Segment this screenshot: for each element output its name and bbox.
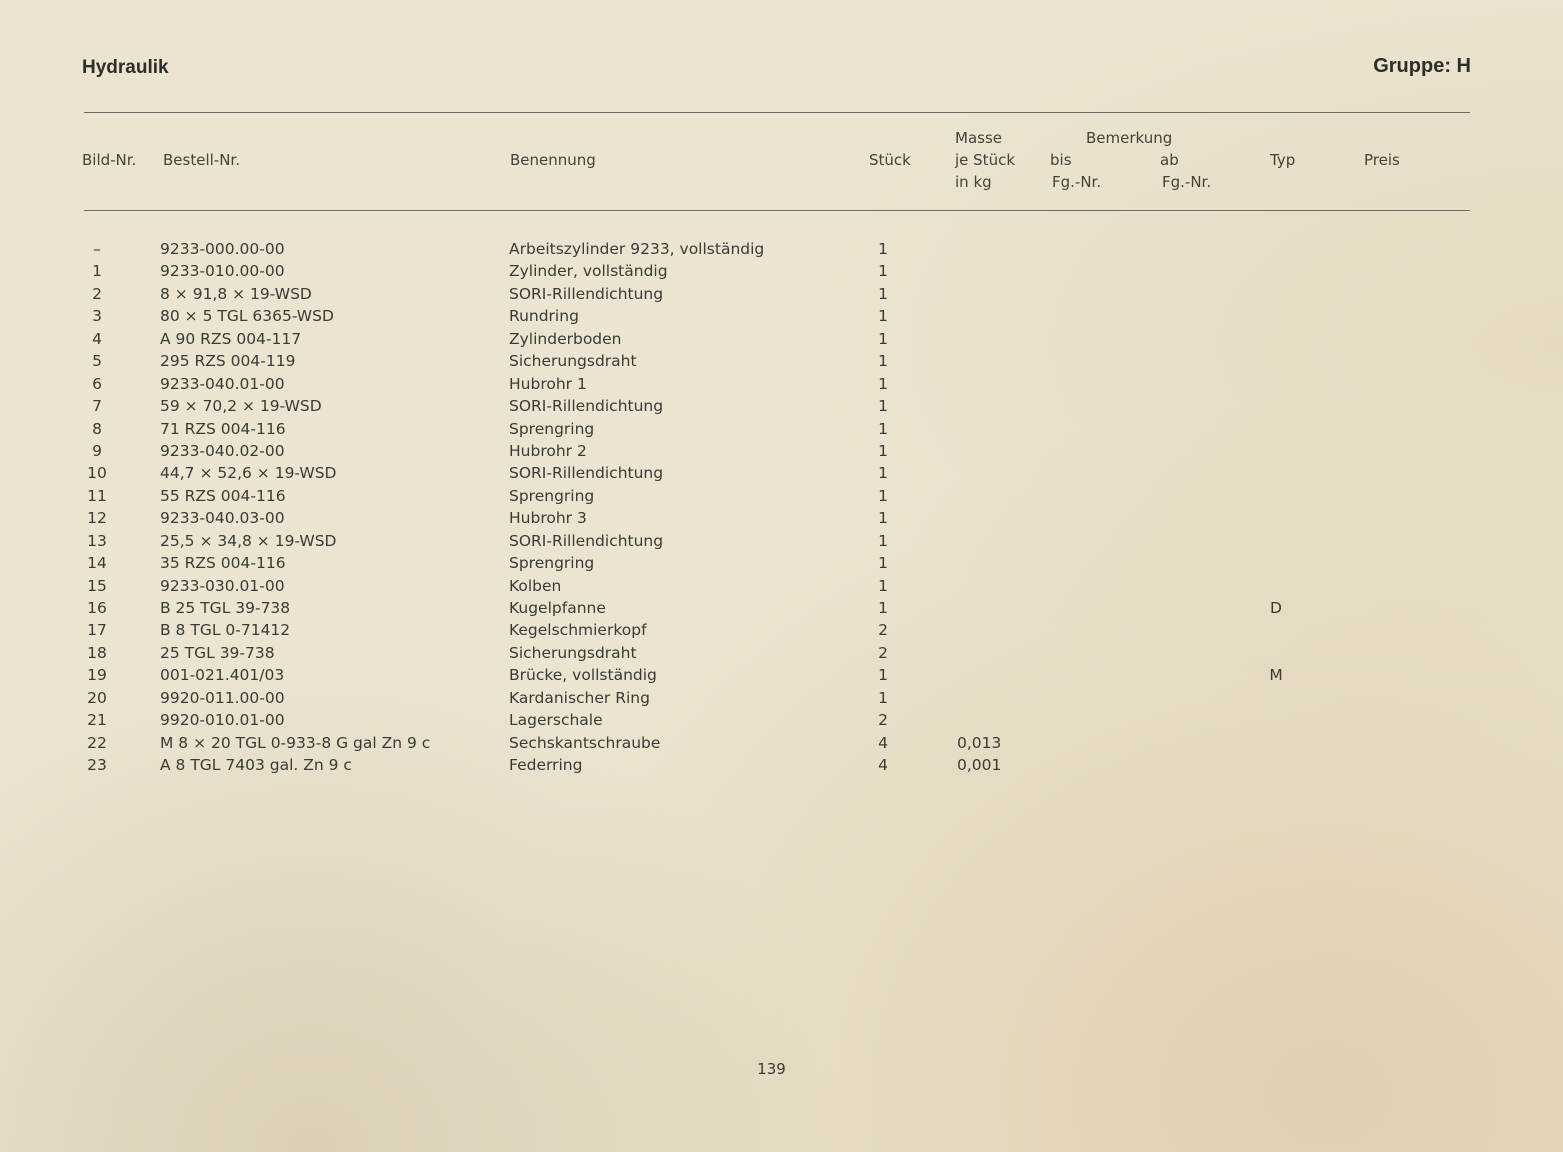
col-bild-nr: Bild-Nr.: [82, 151, 137, 169]
table-row: [0, 462, 1563, 484]
benennung-cell: Kardanischer Ring: [509, 688, 650, 707]
benennung-cell: Hubrohr 3: [509, 509, 587, 528]
bild-nr-cell: 10: [87, 464, 107, 483]
bild-nr-cell: 13: [87, 531, 107, 550]
parts-table: [0, 238, 1563, 777]
benennung-cell: Rundring: [509, 307, 579, 326]
stueck-cell: 1: [878, 554, 888, 573]
col-bestell-nr: Bestell-Nr.: [163, 151, 240, 169]
section-title: Hydraulik: [82, 57, 169, 78]
bestell-nr-cell: 9233-030.01-00: [160, 576, 285, 595]
bild-nr-cell: 14: [87, 554, 107, 573]
bestell-nr-cell: 35 RZS 004-116: [160, 554, 286, 573]
typ-cell: D: [1270, 599, 1282, 617]
bild-nr-cell: 7: [92, 397, 102, 416]
table-row: [0, 552, 1563, 574]
stueck-cell: 1: [878, 307, 888, 326]
stueck-cell: 1: [878, 419, 888, 438]
col-ab-line2: Fg.-Nr.: [1162, 173, 1212, 191]
bild-nr-cell: 21: [87, 711, 107, 730]
col-ab: ab: [1160, 151, 1179, 169]
bild-nr-cell: 17: [87, 621, 107, 640]
bild-nr-cell: 4: [92, 329, 102, 348]
benennung-cell: Sprengring: [509, 419, 595, 438]
bild-nr-cell: 1: [92, 262, 102, 281]
benennung-cell: Sprengring: [509, 554, 595, 573]
benennung-cell: Zylinderboden: [509, 329, 622, 348]
table-row: [0, 507, 1563, 529]
benennung-cell: SORI-Rillendichtung: [509, 284, 664, 303]
table-row: [0, 485, 1563, 507]
col-stueck: Stück: [869, 151, 911, 169]
stueck-cell: 1: [878, 531, 888, 550]
bild-nr-cell: 20: [87, 688, 107, 707]
header-rule: [84, 210, 1470, 211]
bestell-nr-cell: 59 × 70,2 × 19-WSD: [160, 397, 322, 416]
bild-nr-cell: 5: [92, 352, 102, 371]
bestell-nr-cell: 9233-040.02-00: [160, 441, 285, 460]
benennung-cell: SORI-Rillendichtung: [509, 531, 664, 550]
table-row: [0, 350, 1563, 372]
benennung-cell: Sicherungsdraht: [509, 352, 637, 371]
bestell-nr-cell: 9920-010.01-00: [160, 711, 285, 730]
bestell-nr-cell: 9233-000.00-00: [160, 240, 285, 258]
table-row: [0, 642, 1563, 664]
benennung-cell: Kegelschmierkopf: [509, 621, 647, 640]
bild-nr-cell: 18: [87, 643, 107, 662]
benennung-cell: Kugelpfanne: [509, 599, 606, 617]
table-row: [0, 238, 1563, 260]
table-row: [0, 597, 1563, 619]
bestell-nr-cell: 001-021.401/03: [160, 666, 285, 685]
table-row: [0, 283, 1563, 305]
bild-nr-cell: 16: [87, 599, 107, 617]
bestell-nr-cell: 9233-040.01-00: [160, 374, 285, 393]
bestell-nr-cell: 71 RZS 004-116: [160, 419, 286, 438]
bestell-nr-cell: 8 × 91,8 × 19-WSD: [160, 284, 312, 303]
col-masse-line2: je Stück: [955, 151, 1016, 169]
col-benennung: Benennung: [510, 151, 596, 169]
bestell-nr-cell: 44,7 × 52,6 × 19-WSD: [160, 464, 337, 483]
table-row: [0, 418, 1563, 440]
benennung-cell: Brücke, vollständig: [509, 666, 657, 685]
stueck-cell: 1: [878, 688, 888, 707]
col-bis-line2: Fg.-Nr.: [1052, 173, 1102, 191]
stueck-cell: 1: [878, 509, 888, 528]
table-row: [0, 328, 1563, 350]
bild-nr-cell: 6: [92, 374, 102, 393]
stueck-cell: 1: [878, 397, 888, 416]
bestell-nr-cell: 25,5 × 34,8 × 19-WSD: [160, 531, 337, 550]
table-row: [0, 305, 1563, 327]
stueck-cell: 1: [878, 329, 888, 348]
top-rule: [84, 112, 1470, 113]
bestell-nr-cell: 80 × 5 TGL 6365-WSD: [160, 307, 334, 326]
table-row: [0, 664, 1563, 686]
benennung-cell: Sprengring: [509, 486, 595, 505]
table-row: [0, 754, 1563, 776]
stueck-cell: 1: [878, 240, 888, 258]
stueck-cell: 1: [878, 464, 888, 483]
stueck-cell: 1: [878, 576, 888, 595]
table-row: [0, 619, 1563, 641]
bild-nr-cell: 22: [87, 733, 107, 752]
stueck-cell: 1: [878, 599, 888, 617]
stueck-cell: 1: [878, 486, 888, 505]
bestell-nr-cell: 9233-040.03-00: [160, 509, 285, 528]
typ-cell: M: [1269, 666, 1283, 685]
table-row: [0, 732, 1563, 754]
table-row: [0, 440, 1563, 462]
bild-nr-cell: –: [93, 240, 101, 258]
bild-nr-cell: 2: [92, 284, 102, 303]
stueck-cell: 2: [878, 643, 888, 662]
page-number: 139: [757, 1060, 786, 1078]
col-masse: Masse: [955, 129, 1002, 147]
table-row: [0, 373, 1563, 395]
stueck-cell: 1: [878, 352, 888, 371]
stueck-cell: 1: [878, 374, 888, 393]
benennung-cell: Zylinder, vollständig: [509, 262, 668, 281]
bild-nr-cell: 11: [87, 486, 107, 505]
col-preis: Preis: [1364, 151, 1400, 169]
bild-nr-cell: 12: [87, 509, 107, 528]
col-bemerkung: Bemerkung: [1086, 129, 1173, 147]
stueck-cell: 4: [878, 733, 888, 752]
benennung-cell: Sicherungsdraht: [509, 643, 637, 662]
bild-nr-cell: 8: [92, 419, 102, 438]
bestell-nr-cell: M 8 × 20 TGL 0-933-8 G gal Zn 9 c: [160, 733, 431, 752]
group-label: Gruppe: H: [1373, 55, 1471, 77]
benennung-cell: Sechskantschraube: [509, 733, 661, 752]
bestell-nr-cell: 25 TGL 39-738: [160, 643, 275, 662]
table-row: [0, 530, 1563, 552]
col-masse-line3: in kg: [955, 173, 992, 191]
benennung-cell: Kolben: [509, 576, 562, 595]
table-row: [0, 575, 1563, 597]
bestell-nr-cell: 9233-010.00-00: [160, 262, 285, 281]
bestell-nr-cell: A 90 RZS 004-117: [160, 329, 302, 348]
stueck-cell: 1: [878, 284, 888, 303]
bild-nr-cell: 3: [92, 307, 102, 326]
stueck-cell: 4: [878, 756, 888, 775]
bild-nr-cell: 15: [87, 576, 107, 595]
stueck-cell: 1: [878, 441, 888, 460]
bestell-nr-cell: 9920-011.00-00: [160, 688, 285, 707]
masse-cell: 0,013: [957, 733, 1002, 752]
col-bis: bis: [1050, 151, 1072, 169]
table-row: [0, 687, 1563, 709]
benennung-cell: Federring: [509, 756, 583, 775]
bild-nr-cell: 9: [92, 441, 102, 460]
table-row: [0, 709, 1563, 731]
bestell-nr-cell: A 8 TGL 7403 gal. Zn 9 c: [160, 756, 352, 775]
col-typ: Typ: [1270, 151, 1296, 169]
benennung-cell: Hubrohr 1: [509, 374, 587, 393]
bestell-nr-cell: B 8 TGL 0-71412: [160, 621, 291, 640]
benennung-cell: Hubrohr 2: [509, 441, 587, 460]
stueck-cell: 1: [878, 262, 888, 281]
table-row: [0, 260, 1563, 282]
stueck-cell: 1: [878, 666, 888, 685]
benennung-cell: SORI-Rillendichtung: [509, 464, 664, 483]
table-row: [0, 395, 1563, 417]
bestell-nr-cell: B 25 TGL 39-738: [160, 599, 291, 617]
bestell-nr-cell: 55 RZS 004-116: [160, 486, 286, 505]
masse-cell: 0,001: [957, 756, 1002, 775]
stueck-cell: 2: [878, 621, 888, 640]
stueck-cell: 2: [878, 711, 888, 730]
benennung-cell: SORI-Rillendichtung: [509, 397, 664, 416]
bild-nr-cell: 19: [87, 666, 107, 685]
benennung-cell: Arbeitszylinder 9233, vollständig: [509, 240, 765, 258]
bestell-nr-cell: 295 RZS 004-119: [160, 352, 296, 371]
bild-nr-cell: 23: [87, 756, 107, 775]
benennung-cell: Lagerschale: [509, 711, 603, 730]
